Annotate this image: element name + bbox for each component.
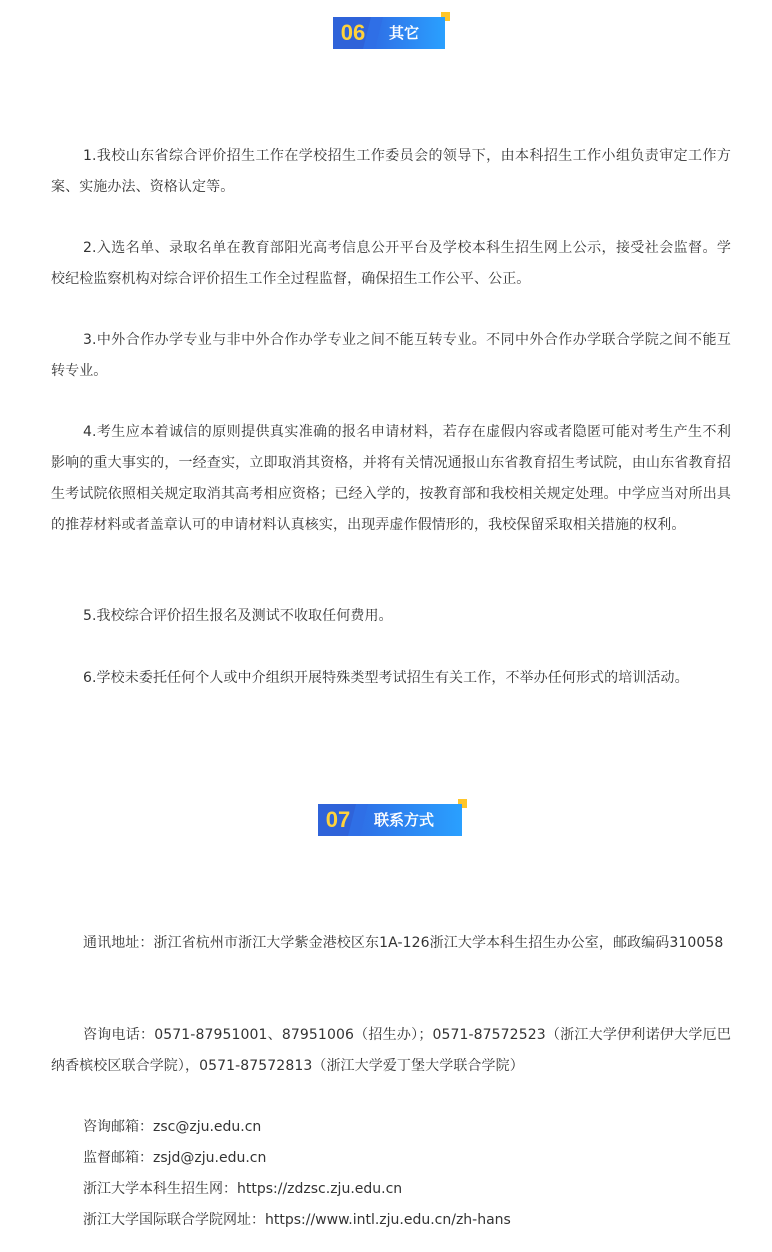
contact-admission-site[interactable]: 浙江大学本科生招生网：https://zdzsc.zju.edu.cn <box>83 1181 403 1197</box>
rule-3: 3.中外合作办学专业与非中外合作办学专业之间不能互转专业。不同中外合作办学联合学院之间不能互转专业。 <box>51 332 731 379</box>
section-number: 07 <box>318 804 358 836</box>
rule-6: 6.学校未委托任何个人或中介组织开展特殊类型考试招生有关工作，不举办任何形式的培训活动。 <box>83 670 689 686</box>
rule-5: 5.我校综合评价招生报名及测试不收取任何费用。 <box>83 608 393 624</box>
section-number: 06 <box>333 17 373 49</box>
rule-4: 4.考生应本着诚信的原则提供真实准确的报名申请材料，若存在虚假内容或者隐匿可能对考生产生不利影响的重大事实的，一经查实，立即取消其资格，并将有关情况通报山东省教育招生考试院，由山东省教育招生考试院依照相关规定取消其高考相应资格；已经入学的，按教育部和我校相关规定处理。中学应当对所出具的推荐材料或者盖章认可的申请材料认真核实，出现弄虚作假情形的，我校保留采取相关措施的权利。 <box>51 424 731 533</box>
section-title: 联系方式 <box>358 804 462 836</box>
section-header-07 <box>318 804 462 836</box>
contact-phone: 咨询电话：0571-87951001、87951006（招生办）；0571-87572523（浙江大学伊利诺伊大学厄巴纳香槟校区联合学院），0571-87572813（浙江大学爱丁堡大学联合学院） <box>51 1027 731 1074</box>
contact-address: 通讯地址：浙江省杭州市浙江大学紫金港校区东1A-126浙江大学本科生招生办公室，邮政编码310058 <box>83 935 724 951</box>
rule-1: 1.我校山东省综合评价招生工作在学校招生工作委员会的领导下，由本科招生工作小组负责审定工作方案、实施办法、资格认定等。 <box>51 148 731 195</box>
rule-2: 2.入选名单、录取名单在教育部阳光高考信息公开平台及学校本科生招生网上公示，接受社会监督。学校纪检监察机构对综合评价招生工作全过程监督，确保招生工作公平、公正。 <box>51 240 731 287</box>
contact-supervise-email[interactable]: 监督邮箱：zsjd@zju.edu.cn <box>83 1150 267 1166</box>
section-title: 其它 <box>373 17 445 49</box>
section-header-06 <box>333 17 445 49</box>
contact-email[interactable]: 咨询邮箱：zsc@zju.edu.cn <box>83 1119 262 1135</box>
contact-intl-site[interactable]: 浙江大学国际联合学院网址：https://www.intl.zju.edu.cn/zh-hans <box>83 1212 511 1228</box>
